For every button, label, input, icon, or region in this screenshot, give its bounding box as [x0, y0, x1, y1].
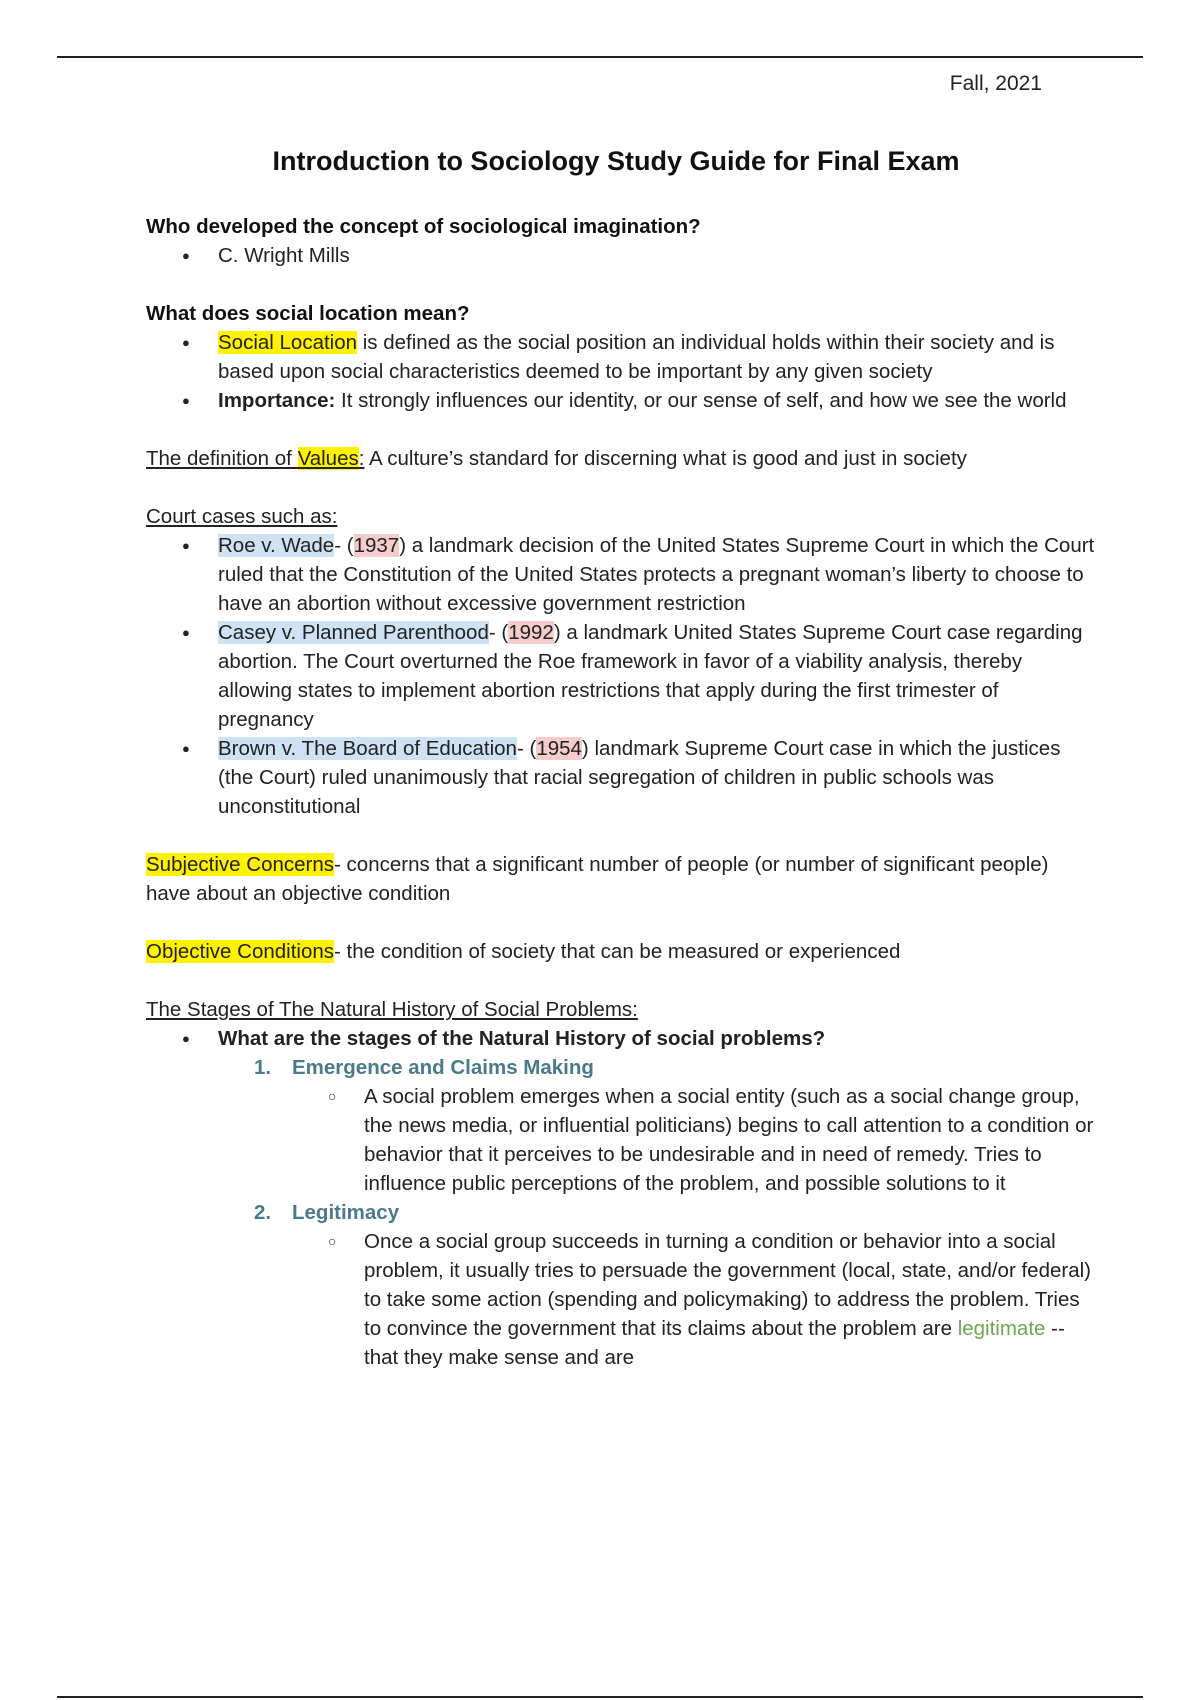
definition-text: is defined as the social position an individual holds within their society and is based upon social characteristics deemed to be important by any given society [218, 331, 1055, 383]
social-location-list [146, 328, 1096, 415]
case-name: Casey v. Planned Parenthood [218, 621, 489, 644]
term-social-location: Social Location [218, 331, 358, 354]
stage-1-description: ○ A social problem emerges when a social entity (such as a social change group, the news media, or influential politicians) begins to call attention to a condition or behavior that it perceives to be undesirable and in need of remedy. Tries to influence public perceptions of the problem, and possible solutions to it [146, 1082, 1096, 1198]
document-body [146, 212, 1096, 1372]
values-definition [146, 444, 1096, 473]
term-legitimate: legitimate [957, 1317, 1046, 1340]
stage-2-title: 2. Legitimacy [254, 1201, 400, 1224]
list-item: ● C. Wright Mills [146, 241, 1096, 270]
term-values: Values [297, 447, 359, 470]
court-case-item: ● Casey v. Planned Parenthood- (1992) a landmark United States Supreme Court case regarding abortion. The Court overturned the Roe framework in favor of a viability analysis, thereby allowing states to implement abortion restrictions that apply during the first trimester of pregnancy [146, 618, 1096, 734]
term-subjective-concerns: Subjective Concerns [146, 853, 335, 876]
court-cases-heading: Court cases such as: [146, 505, 338, 528]
definition-text: It strongly influences our identity, or our sense of self, and how we see the world [335, 389, 1067, 412]
definition-text: A culture’s standard for discerning what is good and just in society [364, 447, 967, 470]
stages-question-list [146, 1024, 1096, 1053]
court-case-item: ● Brown v. The Board of Education- (1954) landmark Supreme Court case in which the justices (the Court) ruled unanimously that racial segregation of children in public schools was unconstitutional [146, 734, 1096, 821]
list-item [146, 328, 1096, 386]
stage-2-description: ○ Once a social group succeeds in turning a condition or behavior into a social problem, it usually tries to persuade the government (local, state, and/or federal) to take some action (spending and policymaking) to address the problem. Tries to convince the government that its claims about the problem are legitimate -- that they make sense and are [146, 1227, 1096, 1372]
case-text: ) a landmark United States Supreme Court case regarding abortion. The Court overturned the Roe framework in favor of a viability analysis, thereby allowing states to implement abortion restrictions that apply during the first trimester of pregnancy [218, 621, 1083, 731]
case-year: 1937 [353, 534, 400, 557]
case-text: ) landmark Supreme Court case in which the justices (the Court) ruled unanimously that racial segregation of children in public schools was unconstitutional [218, 737, 1061, 818]
term-importance: Importance: [218, 389, 336, 412]
bottom-rule [57, 1696, 1143, 1698]
list-item [146, 386, 1096, 415]
list-item: ● What are the stages of the Natural History of social problems? [146, 1024, 1096, 1053]
court-cases-list [146, 531, 1096, 821]
term-objective-conditions: Objective Conditions [146, 940, 335, 963]
page-title: Introduction to Sociology Study Guide for Final Exam [272, 146, 960, 176]
stages-heading: The Stages of The Natural History of Social Problems: [146, 998, 638, 1021]
objective-conditions-definition [146, 937, 1096, 966]
case-text: ) a landmark decision of the United States Supreme Court in which the Court ruled that the Constitution of the United States protects a pregnant woman’s liberty to choose to have an abortion without excessive government restriction [218, 534, 1095, 615]
values-prefix: The definition of Values: [146, 447, 365, 470]
case-year: 1992 [508, 621, 554, 644]
case-name: Roe v. Wade [218, 534, 335, 557]
subjective-concerns-definition [146, 850, 1096, 908]
case-year: 1954 [536, 737, 582, 760]
definition-text: - concerns that a significant number of people (or number of significant people) have about an objective condition [146, 853, 1049, 905]
top-rule [57, 56, 1143, 58]
answer-list [146, 241, 1096, 270]
question-social-location: What does social location mean? [146, 302, 470, 325]
court-case-item: ● Roe v. Wade- (1937) a landmark decision of the United States Supreme Court in which the Court ruled that the Constitution of the United States protects a pregnant woman’s liberty to choose to have an abortion without excessive government restriction [146, 531, 1096, 618]
case-name: Brown v. The Board of Education [218, 737, 517, 760]
definition-text: - the condition of society that can be measured or experienced [334, 940, 901, 963]
question-sociological-imagination: Who developed the concept of sociological imagination? [146, 215, 701, 238]
semester-label: Fall, 2021 [949, 72, 1042, 95]
stage-1-title: 1. Emergence and Claims Making [254, 1056, 594, 1079]
